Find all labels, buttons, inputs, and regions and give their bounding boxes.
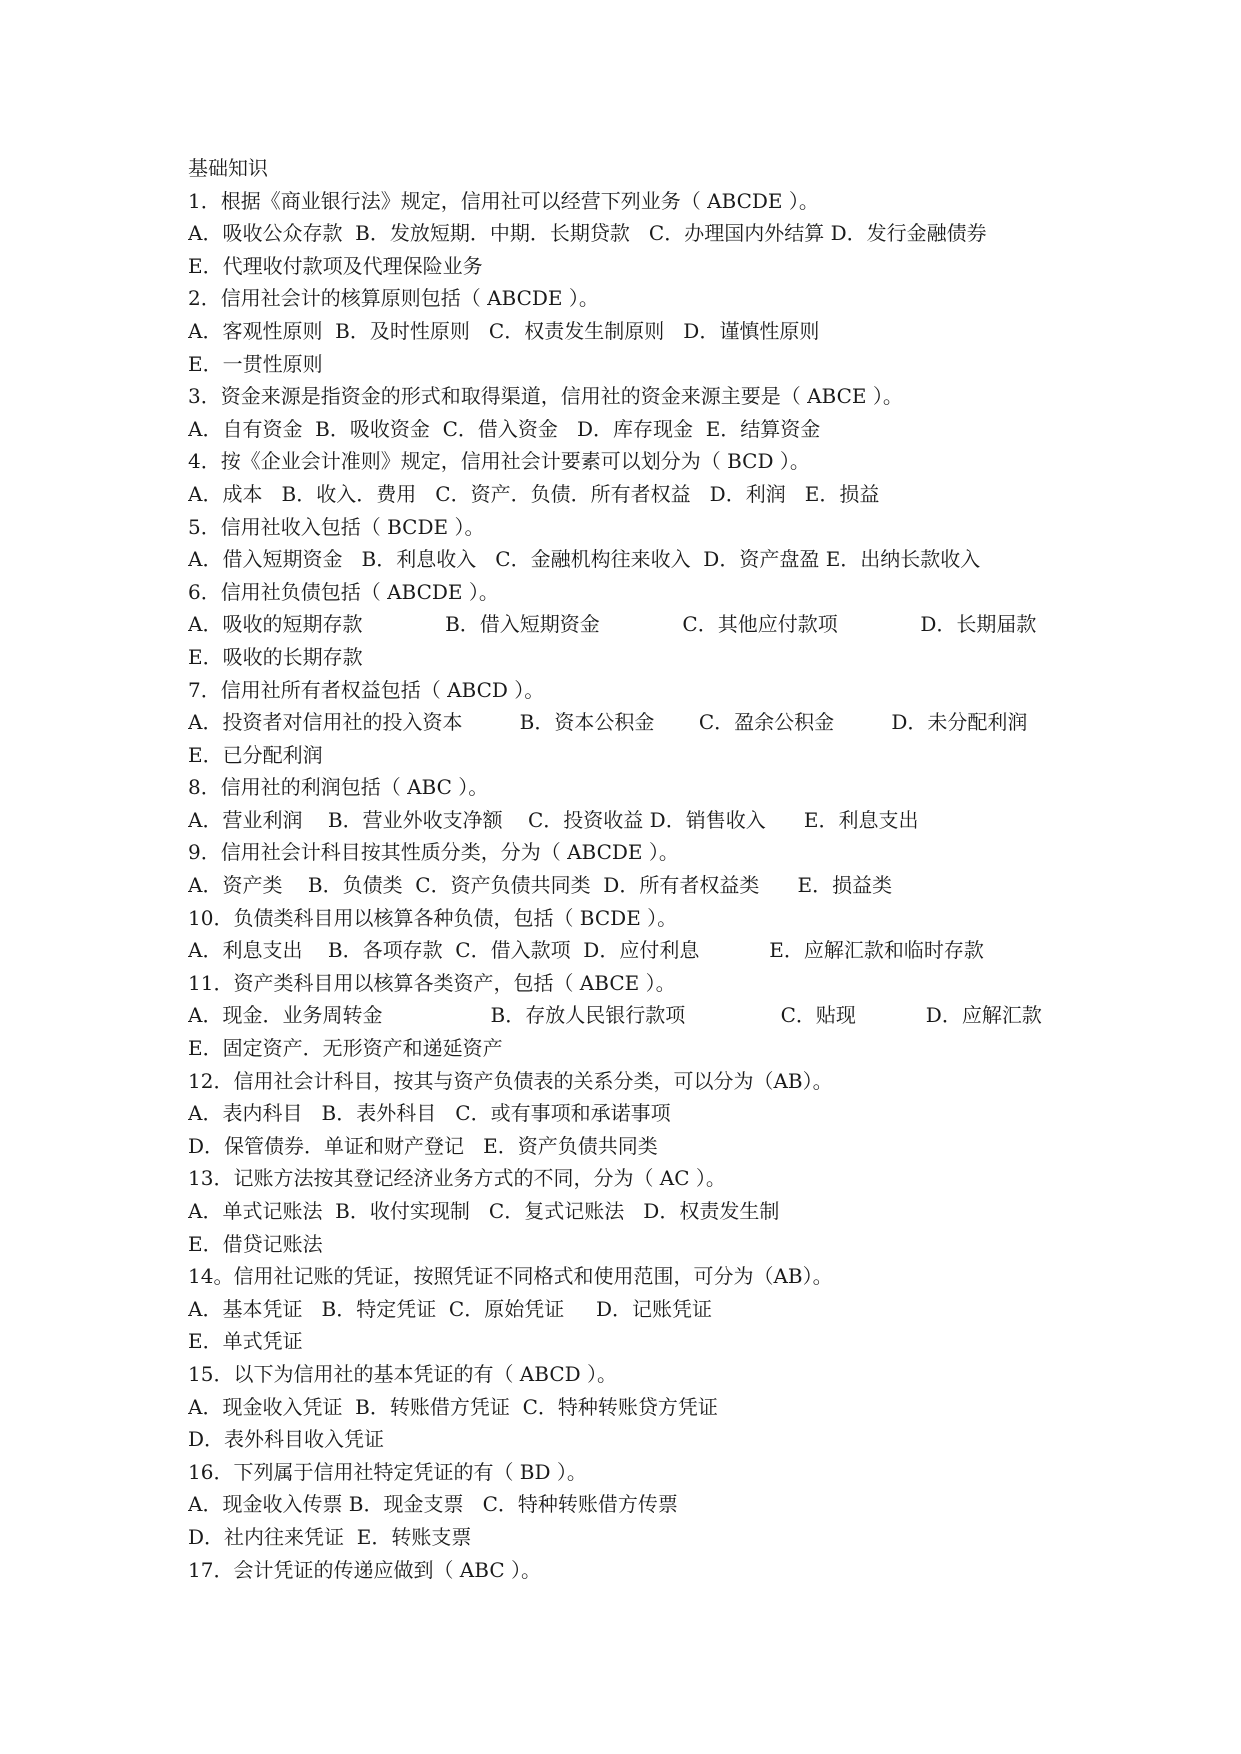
text-line: 14。信用社记账的凭证，按照凭证不同格式和使用范围，可分为（AB）。 <box>188 1264 833 1289</box>
text-line: A．吸收公众存款 B．发放短期．中期．长期贷款 C．办理国内外结算 D．发行金融债券 <box>188 221 987 246</box>
text-line: A．现金．业务周转金 B．存放人民银行款项 C．贴现 D．应解汇款 <box>188 1003 1042 1028</box>
document-title: 基础知识 <box>188 156 268 180</box>
text-line: 5．信用社收入包括（ BCDE ）。 <box>188 514 485 539</box>
text-line: E．吸收的长期存款 <box>188 644 363 669</box>
text-line: A．吸收的短期存款 B．借入短期资金 C．其他应付款项 D．长期届款 <box>188 612 1037 637</box>
text-line: 7．信用社所有者权益包括（ ABCD ）。 <box>188 677 545 702</box>
text-line: 4．按《企业会计准则》规定，信用社会计要素可以划分为（ BCD ）。 <box>188 449 810 474</box>
text-line: A．借入短期资金 B．利息收入 C．金融机构往来收入 D．资产盘盈 E．出纳长款收入 <box>188 547 981 572</box>
text-line: A．自有资金 B．吸收资金 C．借入资金 D．库存现金 E．结算资金 <box>188 416 821 441</box>
text-line: E．一贯性原则 <box>188 351 323 376</box>
text-line: 13．记账方法按其登记经济业务方式的不同，分为（ AC ）。 <box>188 1166 726 1191</box>
text-line: A．基本凭证 B．特定凭证 C．原始凭证 D．记账凭证 <box>188 1296 713 1321</box>
text-line: E．代理收付款项及代理保险业务 <box>188 253 483 278</box>
text-line: A．资产类 B．负债类 C．资产负债共同类 D．所有者权益类 E．损益类 <box>188 873 893 898</box>
text-line: 3．资金来源是指资金的形式和取得渠道，信用社的资金来源主要是（ ABCE ）。 <box>188 384 903 409</box>
text-line: 1．根据《商业银行法》规定，信用社可以经营下列业务（ ABCDE ）。 <box>188 188 819 213</box>
text-line: E．固定资产．无形资产和递延资产 <box>188 1036 503 1061</box>
text-line: A．客观性原则 B．及时性原则 C．权责发生制原则 D．谨慎性原则 <box>188 318 820 343</box>
text-line: 15．以下为信用社的基本凭证的有（ ABCD ）。 <box>188 1361 618 1386</box>
text-line: 6．信用社负债包括（ ABCDE ）。 <box>188 579 499 604</box>
document-body <box>188 152 1068 1586</box>
text-line: A．现金收入传票 B．现金支票 C．特种转账借方传票 <box>188 1492 678 1517</box>
text-line: A．营业利润 B．营业外收支净额 C．投资收益 D．销售收入 E．利息支出 <box>188 807 919 832</box>
text-line: E．单式凭证 <box>188 1329 303 1354</box>
text-line: A．成本 B．收入．费用 C．资产．负债．所有者权益 D．利润 E．损益 <box>188 481 880 506</box>
text-line: 17．会计凭证的传递应做到（ ABC ）。 <box>188 1557 541 1582</box>
text-line: 8．信用社的利润包括（ ABC ）。 <box>188 775 489 800</box>
text-line: 16．下列属于信用社特定凭证的有（ BD ）。 <box>188 1459 587 1484</box>
text-line: D．保管债券．单证和财产登记 E．资产负债共同类 <box>188 1133 658 1158</box>
text-line: A．表内科目 B．表外科目 C．或有事项和承诺事项 <box>188 1101 671 1126</box>
text-line: A．单式记账法 B．收付实现制 C．复式记账法 D．权责发生制 <box>188 1199 780 1223</box>
text-line: A．现金收入凭证 B．转账借方凭证 C．特种转账贷方凭证 <box>188 1394 718 1419</box>
text-line: E．已分配利润 <box>188 742 323 767</box>
text-line: 2．信用社会计的核算原则包括（ ABCDE ）。 <box>188 286 599 311</box>
text-line: D．表外科目收入凭证 <box>188 1427 385 1452</box>
text-line: 9．信用社会计科目按其性质分类，分为（ ABCDE ）。 <box>188 840 679 865</box>
text-line: 12．信用社会计科目，按其与资产负债表的关系分类，可以分为（AB）。 <box>188 1068 833 1093</box>
text-line: A．利息支出 B．各项存款 C．借入款项 D．应付利息 E．应解汇款和临时存款 <box>188 938 984 963</box>
text-line: E．借贷记账法 <box>188 1231 323 1256</box>
text-line: 10．负债类科目用以核算各种负债，包括（ BCDE ）。 <box>188 905 678 930</box>
text-line: A．投资者对信用社的投入资本 B．资本公积金 C．盈余公积金 D．未分配利润 <box>188 710 1028 735</box>
text-line: 11．资产类科目用以核算各类资产，包括（ ABCE ）。 <box>188 970 676 995</box>
text-line: D．社内往来凭证 E．转账支票 <box>188 1524 472 1549</box>
